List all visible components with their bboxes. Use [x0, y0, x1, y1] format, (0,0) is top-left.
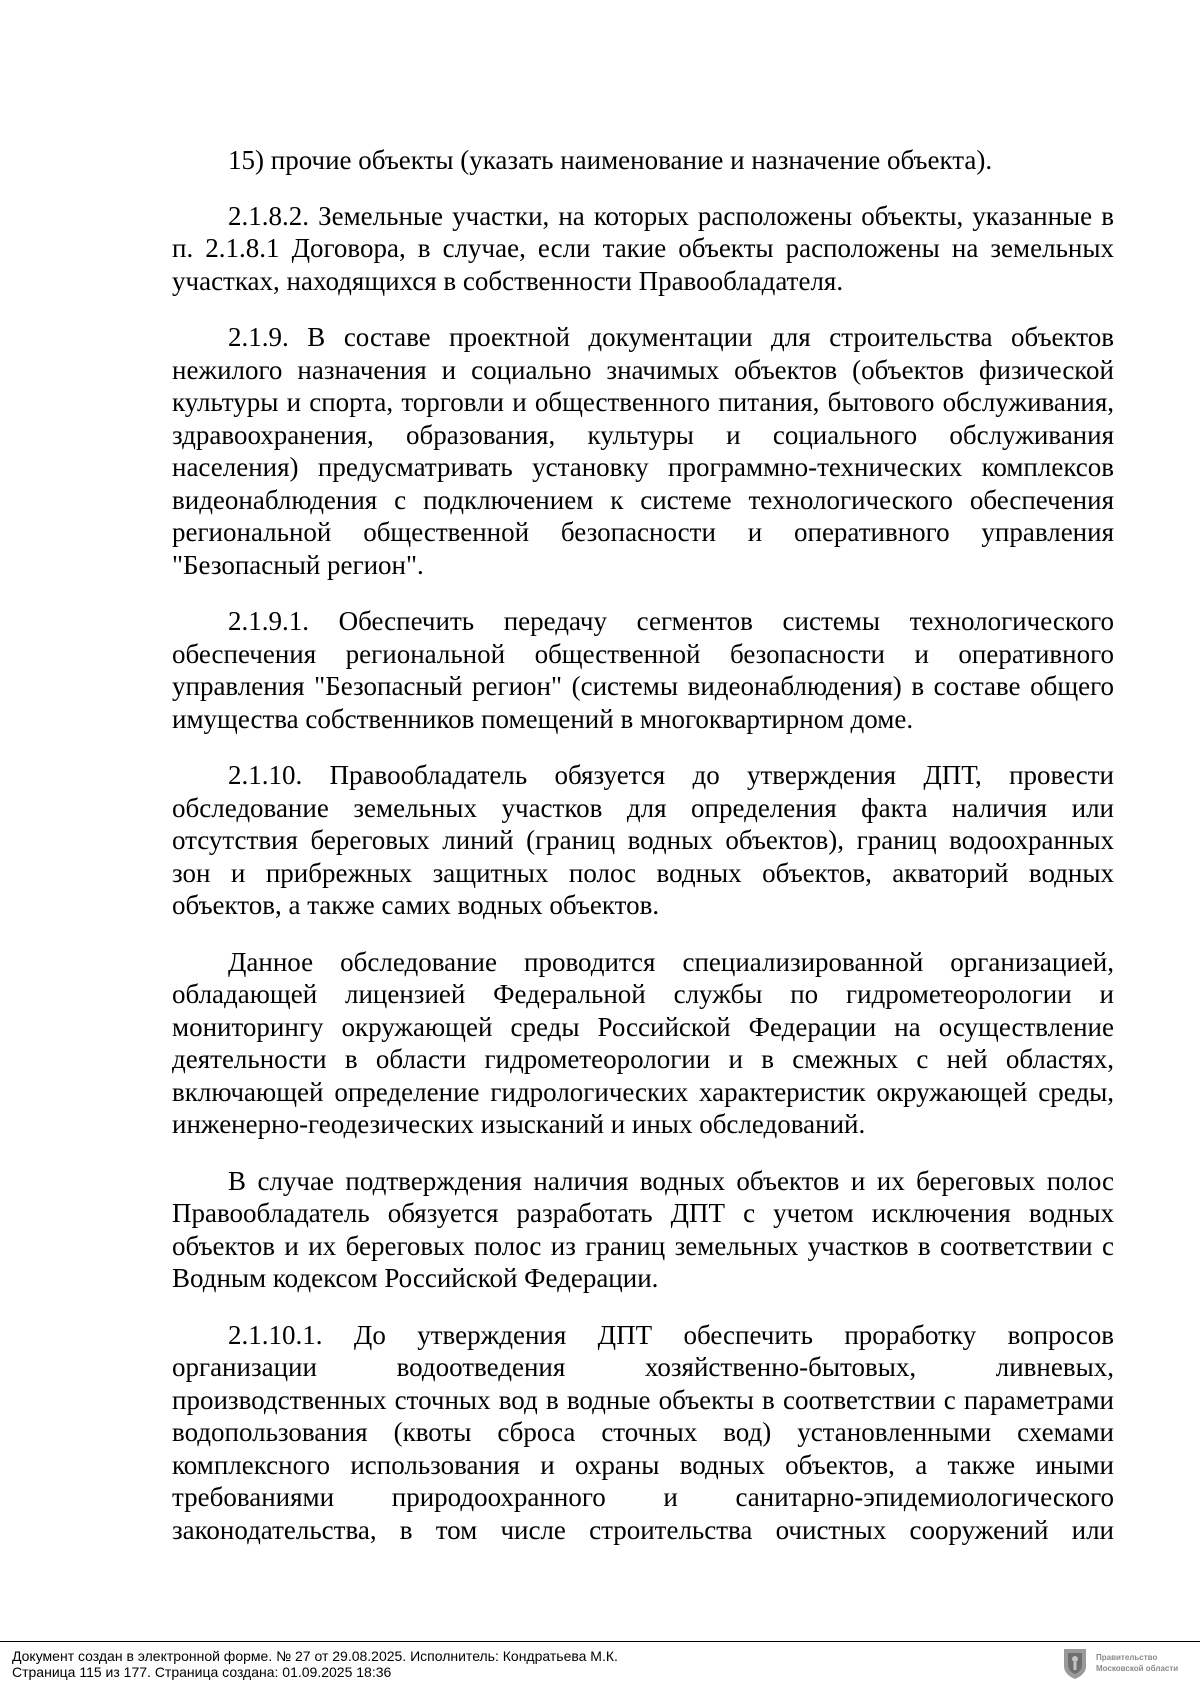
footer-page-info: Страница 115 из 177. Страница создана: 01.09.2025 18:36	[12, 1664, 392, 1680]
paragraph-survey: Данное обследование проводится специализированной организацией, обладающей лицензией Федеральной службы по гидрометеорологии и мониторингу окружающей среды Российской Федерации на осуществление деятельности в области гидрометеорологии и в смежных с ней областях, включающей определение гидрологических характеристик окружающей среды, инженерно-геодезических изысканий и иных обследований.	[172, 946, 1114, 1139]
paragraph-2-1-8-2: 2.1.8.2. Земельные участки, на которых расположены объекты, указанные в п. 2.1.8.1 Договора, в случае, если такие объекты расположены на земельных участках, находящихся в собственности Правообладателя.	[172, 200, 1114, 296]
government-brand	[1096, 1652, 1178, 1674]
document-footer	[12, 1648, 618, 1680]
paragraph-2-1-9: 2.1.9. В составе проектной документации для строительства объектов нежилого назначения и социально значимых объектов (объектов физической культуры и спорта, торговли и общественного питания, бытового обслуживания, здравоохранения, образования, культуры и социального обслуживания населения) предусматривать установку программно-технических комплексов видеонаблюдения с подключением к системе технологического обеспечения региональной общественной безопасности и оперативного управления "Безопасный регион".	[172, 322, 1114, 580]
paragraph-water-objects: В случае подтверждения наличия водных объектов и их береговых полос Правообладатель обязуется разработать ДПТ с учетом исключения водных объектов и их береговых полос из границ земельных участков в соответствии с Водным кодексом Российской Федерации.	[172, 1165, 1114, 1293]
document-body	[172, 144, 1114, 1546]
paragraph-item-15: 15) прочие объекты (указать наименование и назначение объекта).	[228, 145, 993, 175]
brand-line-2: Московской области	[1096, 1664, 1179, 1673]
brand-line-1: Правительство	[1096, 1653, 1158, 1662]
paragraph-2-1-10: 2.1.10. Правообладатель обязуется до утверждения ДПТ, провести обследование земельных участков для определения факта наличия или отсутствия береговых линий (границ водных объектов), границ водоохранных зон и прибрежных защитных полос водных объектов, акваторий водных объектов, а также самих водных объектов.	[172, 760, 1114, 920]
footer-divider	[0, 1641, 1200, 1642]
paragraph-2-1-10-1: 2.1.10.1. До утверждения ДПТ обеспечить проработку вопросов организации водоотведения хозяйственно-бытовых, ливневых, производственных сточных вод в водные объекты в соответствии с параметрами водопользования (квоты сброса сточных вод) установленными схемами комплексного использования и охраны водных объектов, а также иными требованиями природоохранного и санитарно-эпидемиологического законодательства, в том числе строительства очистных сооружений или	[172, 1319, 1114, 1545]
paragraph-2-1-9-1: 2.1.9.1. Обеспечить передачу сегментов системы технологического обеспечения региональной общественной безопасности и оперативного управления "Безопасный регион" (системы видеонаблюдения) в составе общего имущества собственников помещений в многоквартирном доме.	[172, 606, 1114, 734]
coat-of-arms-icon	[1062, 1646, 1088, 1680]
footer-document-info: Документ создан в электронной форме. № 27 от 29.08.2025. Исполнитель: Кондратьева М.К.	[12, 1648, 618, 1664]
